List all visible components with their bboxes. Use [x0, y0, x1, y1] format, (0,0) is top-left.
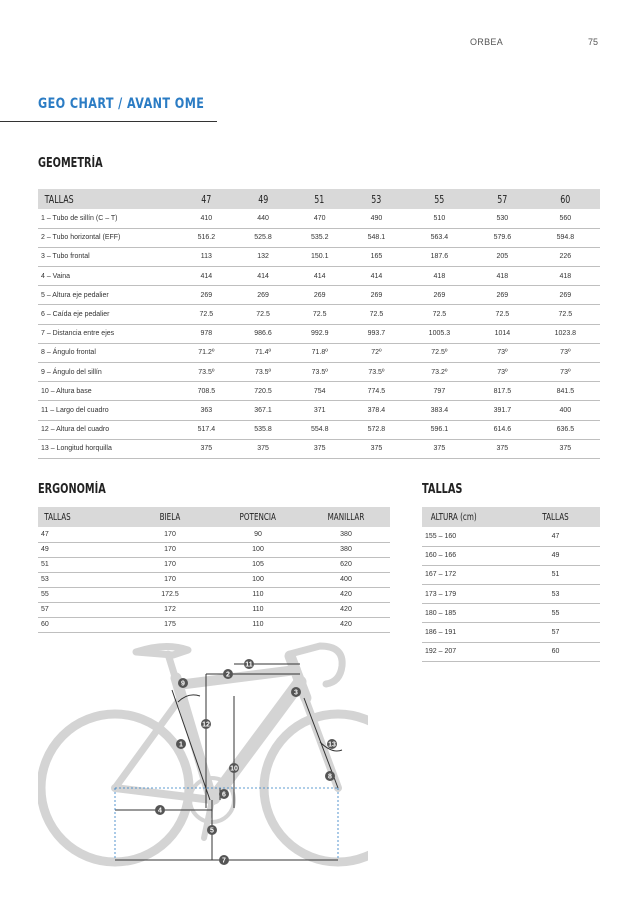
geometry-header-size: 53 [348, 189, 405, 209]
geometry-value: 72.5 [235, 305, 292, 324]
geometry-value: 720.5 [235, 382, 292, 401]
ergonomics-header-row [38, 507, 390, 527]
svg-text:13: 13 [328, 741, 336, 749]
geometry-value: 510 [405, 209, 474, 228]
bike-silhouette [41, 646, 368, 862]
geometry-value: 371 [291, 401, 348, 420]
ergonomics-size: 49 [38, 542, 126, 557]
ergonomics-value: 420 [302, 587, 390, 602]
geometry-value: 986.6 [235, 324, 292, 343]
geometry-value: 978 [178, 324, 235, 343]
geometry-value: 226 [531, 247, 600, 266]
geometry-value: 414 [291, 267, 348, 286]
geometry-header-size: 51 [291, 189, 348, 209]
marker-11 [244, 659, 254, 669]
table-row [38, 572, 390, 587]
geometry-value: 269 [474, 286, 531, 305]
svg-text:3: 3 [294, 689, 298, 697]
geometry-value: 375 [348, 439, 405, 458]
sizes-size-value: 55 [511, 604, 600, 623]
table-row [38, 587, 390, 602]
geometry-value: 269 [405, 286, 474, 305]
table-row [38, 209, 600, 228]
sizes-size-value: 51 [511, 565, 600, 584]
geometry-value: 841.5 [531, 382, 600, 401]
geometry-value: 614.6 [474, 420, 531, 439]
geometry-header-size: 60 [531, 189, 600, 209]
geometry-row-label: 12 – Altura del cuadro [38, 420, 178, 439]
ergonomics-header-biela: BIELA [126, 507, 214, 527]
geometry-value: 73.5º [178, 363, 235, 382]
ergonomics-size: 53 [38, 572, 126, 587]
geometry-table [38, 189, 600, 459]
ergonomics-value: 380 [302, 527, 390, 542]
ergonomics-size: 57 [38, 602, 126, 617]
geometry-value: 72.5 [348, 305, 405, 324]
ergonomics-value: 90 [214, 527, 302, 542]
sizes-height-range: 186 – 191 [422, 623, 511, 642]
table-row [38, 305, 600, 324]
geometry-value: 490 [348, 209, 405, 228]
svg-text:6: 6 [222, 791, 226, 799]
geometry-value: 363 [178, 401, 235, 420]
geometry-value: 535.8 [235, 420, 292, 439]
ergonomics-header-potencia: POTENCIA [214, 507, 302, 527]
geometry-value: 414 [178, 267, 235, 286]
sizes-header-tallas: TALLAS [511, 507, 600, 527]
ergonomics-value: 172 [126, 602, 214, 617]
geometry-value: 517.4 [178, 420, 235, 439]
geometry-value: 817.5 [474, 382, 531, 401]
marker-5 [207, 825, 217, 835]
ergonomics-value: 170 [126, 527, 214, 542]
geometry-value: 72.5º [405, 343, 474, 362]
table-row [38, 228, 600, 247]
geometria-title: GEOMETRÍA [38, 156, 103, 171]
sizes-height-range: 173 – 179 [422, 585, 511, 604]
svg-text:8: 8 [328, 773, 332, 781]
geometry-value: 73.5º [235, 363, 292, 382]
geometry-value: 1014 [474, 324, 531, 343]
ergonomics-value: 175 [126, 617, 214, 632]
marker-7 [219, 855, 229, 865]
geometry-row-label: 4 – Vaina [38, 267, 178, 286]
sizes-size-value: 53 [511, 585, 600, 604]
geometry-value: 797 [405, 382, 474, 401]
header-brand: ORBEA [470, 37, 504, 47]
geometry-value: 375 [474, 439, 531, 458]
table-row [38, 324, 600, 343]
sizes-height-range: 180 – 185 [422, 604, 511, 623]
marker-4 [155, 805, 165, 815]
table-row [38, 343, 600, 362]
svg-text:12: 12 [202, 721, 210, 729]
table-row [38, 286, 600, 305]
table-row [422, 642, 600, 661]
svg-text:11: 11 [245, 661, 253, 669]
ergonomics-value: 170 [126, 557, 214, 572]
table-row [38, 420, 600, 439]
geometry-value: 269 [235, 286, 292, 305]
geometry-value: 71.8º [291, 343, 348, 362]
ergonomics-value: 110 [214, 617, 302, 632]
geometry-value: 367.1 [235, 401, 292, 420]
table-row [422, 604, 600, 623]
geometry-value: 205 [474, 247, 531, 266]
sizes-height-range: 160 – 166 [422, 546, 511, 565]
geometry-value: 72.5 [178, 305, 235, 324]
geometry-value: 73º [531, 363, 600, 382]
table-row [38, 602, 390, 617]
geometry-value: 440 [235, 209, 292, 228]
geometry-value: 378.4 [348, 401, 405, 420]
geometry-value: 993.7 [348, 324, 405, 343]
svg-text:7: 7 [222, 857, 226, 865]
saddle [136, 646, 188, 655]
geometry-value: 530 [474, 209, 531, 228]
table-row [422, 623, 600, 642]
geometry-value: 375 [531, 439, 600, 458]
geometry-value: 375 [405, 439, 474, 458]
ergonomics-value: 100 [214, 572, 302, 587]
svg-text:2: 2 [226, 671, 230, 679]
sizes-table [422, 507, 600, 662]
geometry-value: 535.2 [291, 228, 348, 247]
table-row [38, 247, 600, 266]
geometry-value: 71.4º [235, 343, 292, 362]
marker-8 [325, 771, 335, 781]
geometry-row-label: 11 – Largo del cuadro [38, 401, 178, 420]
geometry-value: 525.8 [235, 228, 292, 247]
geometry-value: 579.6 [474, 228, 531, 247]
page-number: 75 [588, 37, 599, 47]
table-row [38, 363, 600, 382]
geometry-value: 132 [235, 247, 292, 266]
ergonomics-size: 60 [38, 617, 126, 632]
ergonomics-value: 100 [214, 542, 302, 557]
sizes-size-value: 57 [511, 623, 600, 642]
geometry-value: 992.9 [291, 324, 348, 343]
sizes-size-value: 47 [511, 527, 600, 546]
geometry-value: 418 [405, 267, 474, 286]
geometry-value: 391.7 [474, 401, 531, 420]
ergonomics-value: 105 [214, 557, 302, 572]
geometry-value: 596.1 [405, 420, 474, 439]
geometry-value: 72.5 [474, 305, 531, 324]
geometry-value: 73º [474, 343, 531, 362]
geometry-header-size: 47 [178, 189, 235, 209]
geometry-row-label: 1 – Tubo de sillín (C – T) [38, 209, 178, 228]
geometry-value: 1023.8 [531, 324, 600, 343]
geometry-value: 375 [178, 439, 235, 458]
svg-text:4: 4 [158, 807, 162, 815]
sizes-size-value: 60 [511, 642, 600, 661]
geometry-header-size: 57 [474, 189, 531, 209]
marker-1 [176, 739, 186, 749]
geometry-header-tallas: TALLAS [38, 189, 178, 209]
ergonomics-value: 110 [214, 587, 302, 602]
table-row [38, 527, 390, 542]
geometry-row-label: 5 – Altura eje pedalier [38, 286, 178, 305]
geometry-value: 71.2º [178, 343, 235, 362]
geometry-value: 560 [531, 209, 600, 228]
marker-13 [327, 739, 337, 749]
ergonomia-title: ERGONOMÍA [38, 482, 106, 497]
sizes-height-range: 167 – 172 [422, 565, 511, 584]
geometry-value: 383.4 [405, 401, 474, 420]
marker-9 [178, 678, 188, 688]
svg-text:1: 1 [179, 741, 183, 749]
table-row [38, 557, 390, 572]
ergonomics-value: 172.5 [126, 587, 214, 602]
geometry-value: 73º [531, 343, 600, 362]
geometry-value: 73º [474, 363, 531, 382]
geometry-header-row [38, 189, 600, 209]
sizes-header-row [422, 507, 600, 527]
geometry-value: 269 [291, 286, 348, 305]
ergonomics-value: 420 [302, 602, 390, 617]
geometry-value: 418 [531, 267, 600, 286]
table-row [38, 382, 600, 401]
ergonomics-header-manillar: MANILLAR [302, 507, 390, 527]
geometry-value: 418 [474, 267, 531, 286]
geometry-value: 375 [291, 439, 348, 458]
table-row [38, 439, 600, 458]
sizes-height-range: 192 – 207 [422, 642, 511, 661]
ergonomics-value: 400 [302, 572, 390, 587]
geometry-value: 72.5 [291, 305, 348, 324]
chain-stay [115, 788, 212, 800]
ergonomics-value: 620 [302, 557, 390, 572]
bike-geometry-diagram [38, 630, 368, 870]
geometry-value: 554.8 [291, 420, 348, 439]
geometry-value: 774.5 [348, 382, 405, 401]
geometry-row-label: 8 – Ángulo frontal [38, 343, 178, 362]
table-row [38, 267, 600, 286]
geometry-value: 594.8 [531, 228, 600, 247]
geometry-value: 572.8 [348, 420, 405, 439]
marker-6 [219, 789, 229, 799]
geometry-value: 113 [178, 247, 235, 266]
title-rule [0, 121, 217, 122]
ergonomics-value: 380 [302, 542, 390, 557]
geometry-value: 754 [291, 382, 348, 401]
marker-3 [291, 687, 301, 697]
geometry-value: 400 [531, 401, 600, 420]
geometry-value: 414 [348, 267, 405, 286]
svg-text:9: 9 [181, 680, 185, 688]
ergonomics-size: 47 [38, 527, 126, 542]
geometry-value: 165 [348, 247, 405, 266]
table-row [38, 401, 600, 420]
geometry-value: 548.1 [348, 228, 405, 247]
ergonomics-value: 170 [126, 572, 214, 587]
geometry-value: 72º [348, 343, 405, 362]
table-row [422, 546, 600, 565]
geometry-row-label: 7 – Distancia entre ejes [38, 324, 178, 343]
geometry-row-label: 2 – Tubo horizontal (EFF) [38, 228, 178, 247]
table-row [422, 565, 600, 584]
geometry-value: 375 [235, 439, 292, 458]
sizes-header-altura: ALTURA (cm) [422, 507, 511, 527]
table-row [422, 585, 600, 604]
geometry-value: 708.5 [178, 382, 235, 401]
ergonomics-value: 420 [302, 617, 390, 632]
geometry-value: 73.5º [291, 363, 348, 382]
geometry-row-label: 6 – Caída eje pedalier [38, 305, 178, 324]
table-row [38, 542, 390, 557]
top-tube [178, 670, 296, 685]
geometry-value: 269 [348, 286, 405, 305]
ergonomics-table [38, 507, 390, 633]
geometry-value: 516.2 [178, 228, 235, 247]
marker-10 [229, 763, 239, 773]
table-row [422, 527, 600, 546]
geometry-value: 187.6 [405, 247, 474, 266]
svg-text:5: 5 [210, 827, 214, 835]
page-title: GEO CHART / AVANT OME [38, 96, 205, 112]
geometry-value: 563.4 [405, 228, 474, 247]
sizes-size-value: 49 [511, 546, 600, 565]
geometry-value: 72.5 [405, 305, 474, 324]
ergonomics-size: 51 [38, 557, 126, 572]
geometry-value: 1005.3 [405, 324, 474, 343]
ergonomics-header-tallas: TALLAS [38, 507, 126, 527]
geometry-value: 410 [178, 209, 235, 228]
geometry-header-size: 49 [235, 189, 292, 209]
tallas-title: TALLAS [422, 482, 463, 497]
geometry-value: 150.1 [291, 247, 348, 266]
geometry-value: 73.2º [405, 363, 474, 382]
ergonomics-value: 110 [214, 602, 302, 617]
geometry-value: 636.5 [531, 420, 600, 439]
geometry-value: 73.5º [348, 363, 405, 382]
geometry-value: 72.5 [531, 305, 600, 324]
svg-text:10: 10 [230, 765, 238, 773]
geometry-value: 470 [291, 209, 348, 228]
ergonomics-value: 170 [126, 542, 214, 557]
sizes-height-range: 155 – 160 [422, 527, 511, 546]
ergonomics-size: 55 [38, 587, 126, 602]
marker-2 [223, 669, 233, 679]
marker-12 [201, 719, 211, 729]
geometry-value: 269 [178, 286, 235, 305]
geometry-row-label: 3 – Tubo frontal [38, 247, 178, 266]
geometry-header-size: 55 [405, 189, 474, 209]
geometry-value: 414 [235, 267, 292, 286]
geometry-row-label: 10 – Altura base [38, 382, 178, 401]
geometry-row-label: 9 – Ángulo del sillín [38, 363, 178, 382]
geometry-value: 269 [531, 286, 600, 305]
geometry-row-label: 13 – Longitud horquilla [38, 439, 178, 458]
